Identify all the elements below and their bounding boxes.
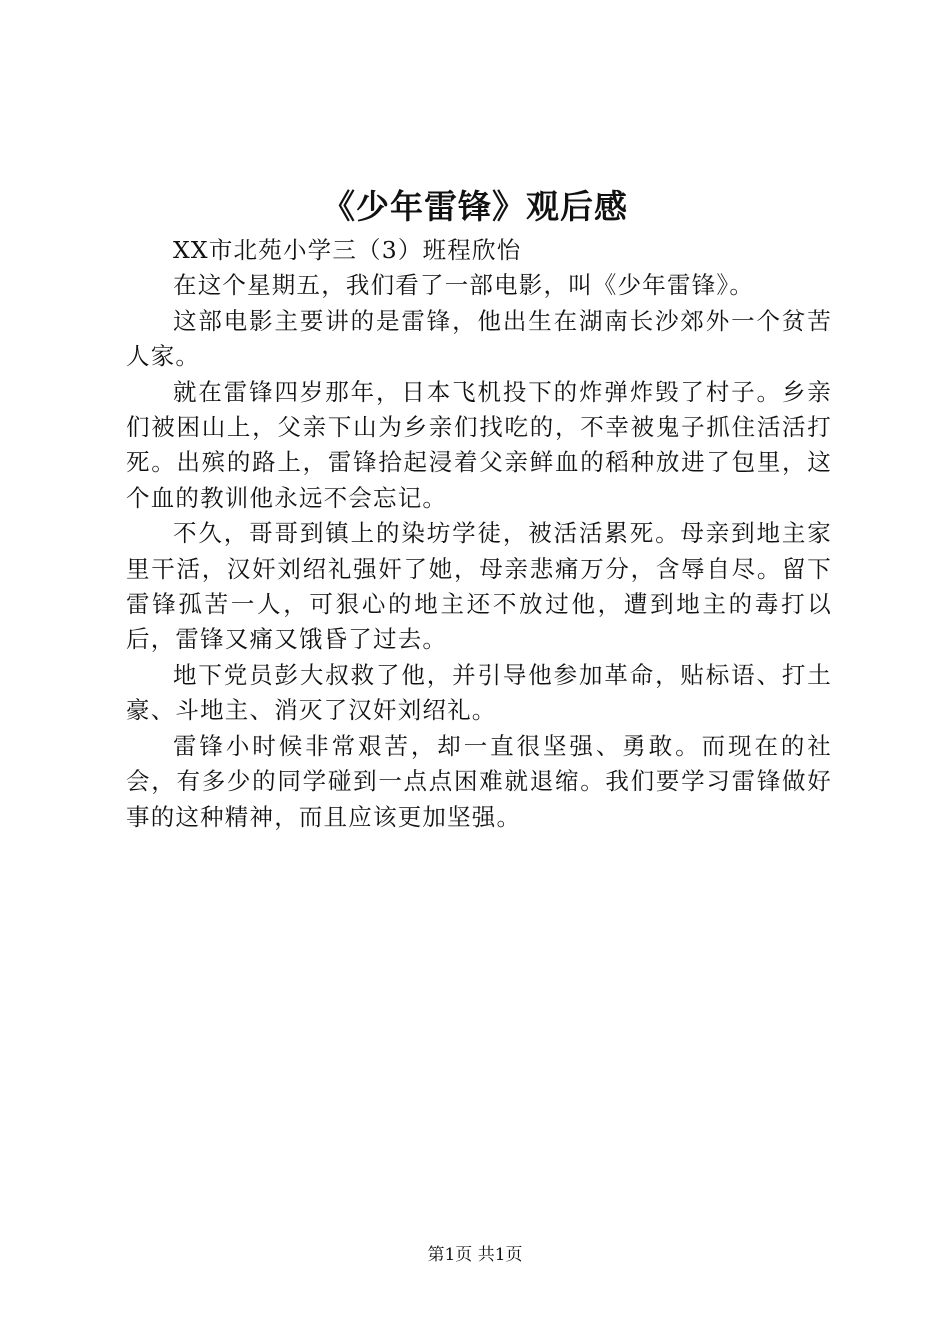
paragraph-4: 不久，哥哥到镇上的染坊学徒，被活活累死。母亲到地主家里干活，汉奸刘绍礼强奸了她，母亲悲痛万分，含辱自尽。留下雷锋孤苦一人，可狠心的地主还不放过他，遭到地主的毒打以后，雷锋又痛又饿昏了过去。 [126, 519, 832, 654]
author-line: XX市北苑小学三（3）班程欣怡 [173, 236, 522, 264]
paragraph-5: 地下党员彭大叔救了他，并引导他参加革命，贴标语、打土豪、斗地主、消灭了汉奸刘绍礼。 [126, 660, 832, 725]
paragraph-2: 这部电影主要讲的是雷锋，他出生在湖南长沙郊外一个贫苦人家。 [126, 306, 832, 371]
document-title: 《少年雷锋》观后感 [322, 187, 628, 226]
document-body [126, 233, 832, 835]
paragraph-6: 雷锋小时候非常艰苦，却一直很坚强、勇敢。而现在的社会，有多少的同学碰到一点点困难就退缩。我们要学习雷锋做好事的这种精神，而且应该更加坚强。 [126, 731, 832, 831]
page-footer: 第1页 共1页 [427, 1245, 523, 1265]
paragraph-1: 在这个星期五，我们看了一部电影，叫《少年雷锋》。 [173, 271, 755, 300]
paragraph-3: 就在雷锋四岁那年，日本飞机投下的炸弹炸毁了村子。乡亲们被困山上，父亲下山为乡亲们找吃的，不幸被鬼子抓住活活打死。出殡的路上，雷锋拾起浸着父亲鲜血的稻种放进了包里，这个血的教训他永远不会忘记。 [126, 377, 832, 512]
